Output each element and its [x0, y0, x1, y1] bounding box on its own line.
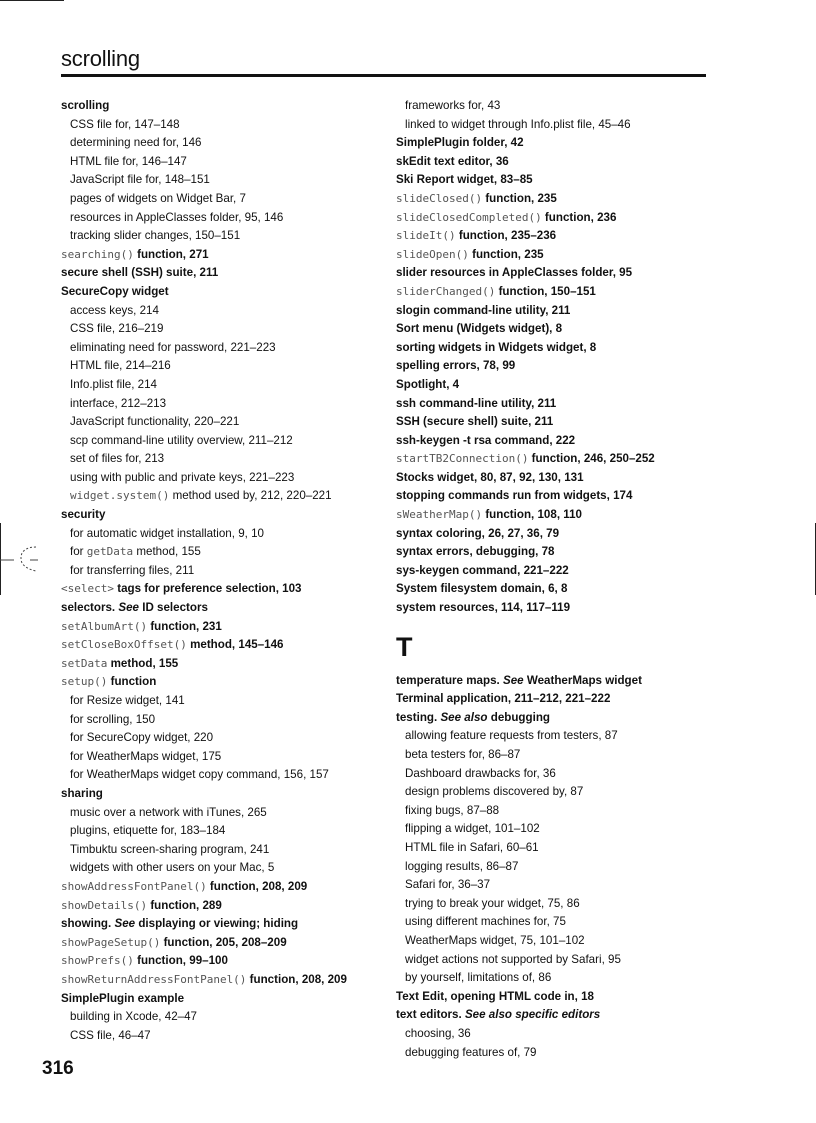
- cross-reference-text: See also specific editors: [464, 1008, 601, 1022]
- code-term: slideIt(): [396, 229, 456, 243]
- entry-text: function: [107, 675, 157, 689]
- index-subentry: [396, 802, 726, 821]
- index-entry: [396, 506, 726, 525]
- entry-text: JavaScript functionality, 220–221: [70, 415, 240, 429]
- index-subentry: [61, 302, 391, 321]
- entry-text: design problems discovered by, 87: [405, 785, 584, 799]
- entry-text: Dashboard drawbacks for, 36: [405, 766, 556, 780]
- entry-text: scp command-line utility overview, 211–212: [70, 433, 293, 447]
- code-term: startTB2Connection(): [396, 452, 529, 466]
- entry-text: for transferring files, 211: [70, 563, 195, 577]
- entry-text: function, 205, 208–209: [160, 935, 287, 949]
- index-column-left: [61, 97, 391, 1045]
- index-column-right: [396, 97, 726, 1062]
- entry-text: for Resize widget, 141: [70, 694, 185, 707]
- index-entry: [396, 469, 726, 488]
- index-subentry: [61, 729, 391, 748]
- index-entry: [396, 432, 726, 451]
- cross-reference-text: See: [118, 601, 139, 615]
- entry-text: SSH (secure shell) suite, 211: [396, 415, 554, 429]
- entry-text: for scrolling, 150: [70, 712, 156, 726]
- entry-text: trying to break your widget, 75, 86: [405, 896, 580, 910]
- index-entry: [396, 450, 726, 469]
- entry-text: determining need for, 146: [70, 136, 202, 150]
- index-entry: [396, 283, 726, 302]
- entry-text: function, 108, 110: [482, 508, 582, 522]
- entry-text: slider resources in AppleClasses folder, 95: [396, 266, 633, 280]
- cross-reference-text: See: [114, 917, 136, 931]
- index-subentry: [61, 153, 391, 172]
- entry-text: function, 150–151: [495, 284, 596, 298]
- registration-mark-icon: [0, 543, 40, 577]
- entry-text: spelling errors, 78, 99: [396, 359, 516, 373]
- index-entry: [61, 673, 391, 692]
- entry-text: SimplePlugin folder, 42: [396, 136, 524, 150]
- index-entry: [396, 190, 726, 209]
- index-subentry: [61, 116, 391, 135]
- index-entry: [396, 543, 726, 562]
- entry-text: syntax errors, debugging, 78: [396, 545, 555, 559]
- code-term: sWeatherMap(): [396, 508, 483, 522]
- index-subentry: [61, 1027, 391, 1046]
- code-term: setCloseBoxOffset(): [61, 638, 187, 652]
- index-entry: [396, 376, 726, 395]
- entry-text: set of files for, 213: [70, 452, 165, 466]
- index-entry: [61, 655, 391, 674]
- entry-text: function, 271: [133, 247, 209, 261]
- entry-text: debugging: [487, 710, 550, 724]
- index-entry: [396, 171, 726, 190]
- index-entry: [61, 97, 391, 116]
- entry-text: SimplePlugin example: [61, 991, 185, 1005]
- index-entry: [396, 153, 726, 172]
- code-term: showAddressFontPanel(): [61, 879, 207, 893]
- index-subentry: [61, 357, 391, 376]
- entry-text: using with public and private keys, 221–223: [70, 470, 295, 484]
- entry-text: function, 99–100: [133, 954, 228, 968]
- entry-text: widgets with other users on your Mac, 5: [70, 861, 275, 875]
- code-term: showPageSetup(): [61, 935, 161, 949]
- entry-text: function, 231: [147, 619, 222, 633]
- index-subentry: [396, 746, 726, 765]
- entry-text: for WeatherMaps widget copy command, 156, 157: [70, 768, 329, 782]
- index-subentry: [61, 134, 391, 153]
- entry-text: resources in AppleClasses folder, 95, 146: [70, 210, 284, 224]
- entry-text: for automatic widget installation, 9, 10: [70, 526, 264, 540]
- index-subentry: [61, 413, 391, 432]
- entry-text: stopping commands run from widgets, 174: [396, 489, 633, 503]
- entry-text: plugins, etiquette for, 183–184: [70, 824, 226, 838]
- index-subentry: [396, 876, 726, 895]
- entry-text: music over a network with iTunes, 265: [70, 805, 267, 819]
- code-term: setAlbumArt(): [61, 619, 148, 633]
- index-subentry: [61, 525, 391, 544]
- index-entry: [396, 302, 726, 321]
- index-entry: [396, 413, 726, 432]
- index-entry: [396, 562, 726, 581]
- code-term: showDetails(): [61, 898, 148, 912]
- entry-text: frameworks for, 43: [405, 99, 501, 112]
- index-subentry: [61, 543, 391, 562]
- index-subentry: [61, 171, 391, 190]
- entry-text: showing.: [61, 917, 115, 931]
- index-subentry: [61, 822, 391, 841]
- index-entry: [61, 618, 391, 637]
- index-subentry: [61, 320, 391, 339]
- entry-text: Timbuktu screen-sharing program, 241: [70, 842, 270, 856]
- entry-text: choosing, 36: [405, 1026, 471, 1040]
- index-subentry: [61, 450, 391, 469]
- entry-text: logging results, 86–87: [405, 859, 519, 873]
- index-entry: [61, 878, 391, 897]
- entry-text: ssh command-line utility, 211: [396, 396, 557, 410]
- index-entry: [396, 1006, 726, 1025]
- code-term: slideOpen(): [396, 247, 469, 261]
- index-subentry: [396, 858, 726, 877]
- code-term: slideClosed(): [396, 191, 483, 205]
- index-entry: [61, 506, 391, 525]
- index-subentry: [396, 97, 726, 116]
- index-subentry: [396, 895, 726, 914]
- entry-text: method, 145–146: [186, 638, 284, 652]
- index-subentry: [61, 711, 391, 730]
- index-subentry: [396, 727, 726, 746]
- index-entry: [396, 395, 726, 414]
- index-subentry: [61, 469, 391, 488]
- index-subentry: [61, 804, 391, 823]
- entry-text: tags for preference selection, 103: [113, 582, 302, 596]
- page-number: 316: [42, 1058, 74, 1079]
- index-entry: [396, 599, 726, 618]
- index-subentry: [61, 859, 391, 878]
- entry-text: eliminating need for password, 221–223: [70, 340, 276, 354]
- index-entry: [61, 934, 391, 953]
- index-entry: [396, 320, 726, 339]
- entry-text: tracking slider changes, 150–151: [70, 229, 241, 243]
- entry-text: secure shell (SSH) suite, 211: [61, 266, 219, 280]
- entry-text: Safari for, 36–37: [405, 878, 491, 892]
- cross-reference-text: See: [502, 673, 524, 687]
- running-header-title: scrolling: [61, 46, 140, 71]
- index-subentry: [61, 395, 391, 414]
- entry-text: access keys, 214: [70, 303, 159, 317]
- entry-text: interface, 212–213: [70, 396, 167, 410]
- index-entry: [61, 599, 391, 618]
- index-entry: [396, 209, 726, 228]
- index-subentry: [61, 748, 391, 767]
- index-entry: [396, 580, 726, 599]
- entry-text: by yourself, limitations of, 86: [405, 971, 552, 985]
- entry-text: selectors.: [61, 601, 119, 615]
- code-term: sliderChanged(): [396, 284, 496, 298]
- index-entry: [61, 246, 391, 265]
- entry-text: pages of widgets on Widget Bar, 7: [70, 191, 246, 205]
- entry-text: CSS file for, 147–148: [70, 117, 180, 131]
- entry-text: sorting widgets in Widgets widget, 8: [396, 340, 597, 354]
- code-term: searching(): [61, 247, 134, 261]
- index-entry: [396, 264, 726, 283]
- entry-text: function, 289: [147, 898, 222, 912]
- entry-text: fixing bugs, 87–88: [405, 803, 500, 817]
- entry-text: Ski Report widget, 83–85: [396, 173, 533, 187]
- entry-text: for WeatherMaps widget, 175: [70, 749, 222, 763]
- entry-text: CSS file, 216–219: [70, 322, 164, 336]
- index-entry: [61, 952, 391, 971]
- entry-text: function, 235: [482, 191, 557, 205]
- entry-text: testing.: [396, 710, 441, 724]
- entry-text: skEdit text editor, 36: [396, 154, 509, 168]
- code-term: setup(): [61, 675, 108, 689]
- index-subentry: [61, 227, 391, 246]
- entry-text: WeatherMaps widget, 75, 101–102: [405, 933, 585, 947]
- code-term: setData: [61, 656, 108, 670]
- code-term: <select>: [61, 582, 114, 596]
- entry-text: slogin command-line utility, 211: [396, 303, 571, 317]
- entry-text: debugging features of, 79: [405, 1045, 537, 1059]
- entry-text: method, 155: [107, 656, 179, 670]
- entry-text: text editors.: [396, 1008, 465, 1022]
- top-crop-rule: [0, 0, 64, 1]
- entry-text: for SecureCopy widget, 220: [70, 731, 214, 745]
- entry-text: system resources, 114, 117–119: [396, 601, 571, 615]
- index-subentry: [61, 376, 391, 395]
- code-term: showReturnAddressFontPanel(): [61, 972, 247, 986]
- index-entry: [61, 897, 391, 916]
- entry-text: beta testers for, 86–87: [405, 748, 521, 761]
- entry-text: flipping a widget, 101–102: [405, 822, 540, 836]
- entry-text: Sort menu (Widgets widget), 8: [396, 322, 563, 336]
- entry-text: function, 246, 250–252: [528, 452, 655, 466]
- index-entry: [396, 988, 726, 1007]
- index-entry: [396, 525, 726, 544]
- index-entry: [396, 134, 726, 153]
- index-entry: [61, 915, 391, 934]
- entry-text: Text Edit, opening HTML code in, 18: [396, 989, 594, 1003]
- code-term: getData: [86, 545, 134, 559]
- entry-text: syntax coloring, 26, 27, 36, 79: [396, 526, 560, 540]
- index-subentry: [396, 783, 726, 802]
- index-entry: [396, 227, 726, 246]
- index-subentry: [396, 913, 726, 932]
- entry-text: Info.plist file, 214: [70, 377, 158, 391]
- cross-reference-text: See also: [440, 710, 488, 724]
- entry-text: sharing: [61, 786, 103, 800]
- entry-text: HTML file for, 146–147: [70, 154, 187, 168]
- entry-text: function, 236: [541, 210, 617, 224]
- index-subentry: [396, 951, 726, 970]
- entry-text: Spotlight, 4: [396, 377, 460, 391]
- index-entry: [396, 357, 726, 376]
- entry-text: function, 235–236: [455, 229, 557, 243]
- index-entry: [396, 709, 726, 728]
- entry-text: T: [396, 631, 413, 662]
- entry-text: SecureCopy widget: [61, 284, 169, 298]
- index-subentry: [396, 765, 726, 784]
- index-subentry: [61, 190, 391, 209]
- entry-text: HTML file, 214–216: [70, 359, 171, 373]
- index-subentry: [396, 1025, 726, 1044]
- index-subentry: [61, 487, 391, 506]
- entry-text: Terminal application, 211–212, 221–222: [396, 692, 611, 706]
- index-entry: [61, 264, 391, 283]
- index-entry: [396, 690, 726, 709]
- entry-text: for: [70, 545, 87, 559]
- index-entry: [396, 339, 726, 358]
- index-subentry: [61, 692, 391, 711]
- index-subentry: [396, 1044, 726, 1063]
- entry-text: CSS file, 46–47: [70, 1028, 151, 1042]
- index-entry: [396, 487, 726, 506]
- entry-text: ID selectors: [139, 601, 208, 615]
- entry-text: linked to widget through Info.plist file, 45–46: [405, 117, 631, 131]
- entry-text: function, 208, 209: [246, 972, 347, 986]
- entry-text: scrolling: [61, 99, 110, 112]
- index-subentry: [61, 841, 391, 860]
- entry-text: Stocks widget, 80, 87, 92, 130, 131: [396, 470, 584, 484]
- index-entry: [396, 246, 726, 265]
- entry-text: System filesystem domain, 6, 8: [396, 582, 568, 596]
- index-subentry: [61, 209, 391, 228]
- code-term: slideClosedCompleted(): [396, 210, 542, 224]
- index-subentry: [61, 432, 391, 451]
- entry-text: function, 235: [468, 247, 544, 261]
- index-subentry: [396, 820, 726, 839]
- index-entry: [61, 283, 391, 302]
- entry-text: widget actions not supported by Safari, 95: [405, 952, 621, 966]
- header-rule: [61, 74, 706, 77]
- entry-text: building in Xcode, 42–47: [70, 1010, 197, 1024]
- index-entry: [61, 636, 391, 655]
- code-term: showPrefs(): [61, 954, 134, 968]
- entry-text: function, 208, 209: [206, 879, 308, 893]
- entry-text: WeatherMaps widget: [523, 673, 642, 687]
- code-term: widget.system(): [70, 489, 170, 503]
- index-subentry: [61, 1008, 391, 1027]
- index-entry: [396, 672, 726, 691]
- index-subentry: [61, 562, 391, 581]
- entry-text: using different machines for, 75: [405, 915, 566, 929]
- index-subentry: [61, 339, 391, 358]
- entry-text: HTML file in Safari, 60–61: [405, 840, 539, 854]
- entry-text: method, 155: [133, 545, 201, 559]
- index-entry: [61, 990, 391, 1009]
- entry-text: displaying or viewing; hiding: [135, 917, 299, 931]
- entry-text: security: [61, 508, 106, 522]
- index-subentry: [396, 932, 726, 951]
- entry-text: method used by, 212, 220–221: [169, 489, 332, 503]
- index-subentry: [396, 839, 726, 858]
- entry-text: JavaScript file for, 148–151: [70, 173, 210, 187]
- index-entry: [61, 785, 391, 804]
- entry-text: ssh-keygen -t rsa command, 222: [396, 433, 576, 447]
- entry-text: temperature maps.: [396, 673, 503, 687]
- index-entry: [61, 971, 391, 990]
- section-letter: [396, 632, 726, 662]
- index-entry: [61, 580, 391, 599]
- index-subentry: [396, 116, 726, 135]
- entry-text: allowing feature requests from testers, 87: [405, 729, 618, 743]
- index-subentry: [61, 766, 391, 785]
- entry-text: sys-keygen command, 221–222: [396, 563, 569, 577]
- index-subentry: [396, 969, 726, 988]
